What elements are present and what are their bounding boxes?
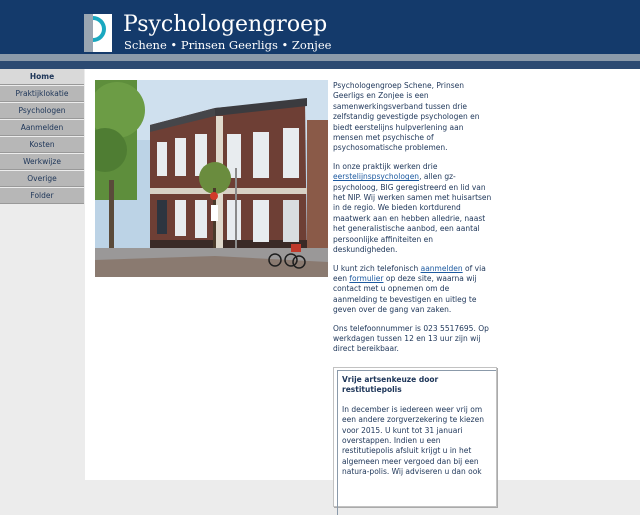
notice-text: In december is iedereen weer vrij om een andere zorgverzekering te kiezen voor 2015. U kunt tot 31 januari overstappen. Indien u een restitutiepolis afsluit krijgt u in het algemeen meer vergoed dan bij een natura-polis. Wij adviseren u dan ook xyxy=(342,404,484,477)
main-navigation xyxy=(0,69,84,204)
site-subtitle: Schene • Prinsen Geerligs • Zonjee xyxy=(124,38,332,52)
site-header xyxy=(0,0,640,54)
team-paragraph xyxy=(333,162,495,256)
header-band-light xyxy=(0,54,640,61)
practice-building-photo xyxy=(95,80,328,277)
nav-item-kosten[interactable]: Kosten xyxy=(0,137,84,153)
intro-text xyxy=(333,81,495,363)
nav-item-praktijklokatie[interactable]: Praktijklokatie xyxy=(0,86,84,102)
nav-item-psychologen[interactable]: Psychologen xyxy=(0,103,84,119)
team-text-start: In onze praktijk werken drie xyxy=(333,161,438,171)
register-paragraph xyxy=(333,264,495,316)
site-title: Psychologengroep xyxy=(123,12,328,37)
intro-paragraph: Psychologengroep Schene, Prinsen Geerligs en Zonjee is een samenwerkingsverband tussen drie zelfstandig gevestigde psychologen en biedt eerstelijns hulpverlening aan mensen met psychische of psychosomatische problemen. xyxy=(333,81,480,153)
register-text-middle: of via een xyxy=(333,263,486,283)
nav-item-werkwijze[interactable]: Werkwijze xyxy=(0,154,84,170)
phone-paragraph: Ons telefoonnummer is 023 5517695. Op werkdagen tussen 12 en 13 uur zijn wij direct bereikbaar. xyxy=(333,323,489,354)
form-link[interactable]: formulier xyxy=(349,273,384,283)
register-text-start: U kunt zich telefonisch xyxy=(333,263,421,273)
sidebar xyxy=(0,69,84,480)
nav-item-overige[interactable]: Overige xyxy=(0,171,84,187)
register-text-end: op deze site, waarna wij contact met u opnemen om de aanmelding te bevestigen en uitleg te geven over de gang van zaken. xyxy=(333,273,477,315)
psi-logo-icon xyxy=(84,14,112,52)
nav-item-folder[interactable]: Folder xyxy=(0,188,84,204)
main-content xyxy=(85,69,640,480)
nav-item-aanmelden[interactable]: Aanmelden xyxy=(0,120,84,136)
header-band-dark xyxy=(0,61,640,69)
register-link[interactable]: aanmelden xyxy=(420,263,463,273)
notice-title: Vrije artsenkeuze door restitutiepolis xyxy=(342,375,439,395)
notice-box xyxy=(333,367,497,507)
team-text-end: , allen gz-psycholoog, BIG geregistreerd en lid van het NIP. Wij werken samen met huisartsen in de regio. We bieden kortdurend maatwerk aan en hebben alledrie, naast het generalistische aanbod, een aantal persoonlijke affiniteiten en deskundigheden. xyxy=(333,172,492,255)
notice-inner xyxy=(337,370,496,515)
nav-item-home[interactable]: Home xyxy=(0,69,84,85)
psychologists-link[interactable]: eerstelijnspsychologen xyxy=(333,172,420,182)
